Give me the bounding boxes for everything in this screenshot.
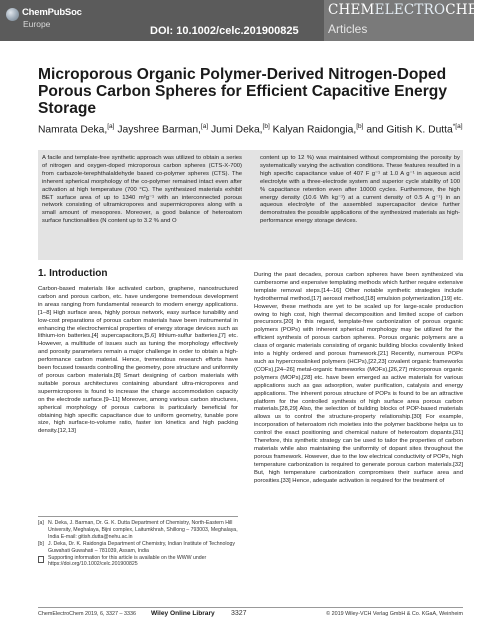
affiliation-divider (38, 516, 238, 517)
journal-suffix: CHEM (445, 2, 492, 18)
abstract-left-column: A facile and template-free synthetic approach was utilized to obtain a series of nitrogen and oxygen-doped microporous carbon spheres (CTS-X-700) from carbazole-terephthalaldehyde based co-polymer spheres (CTS). The inherent spherical morphology of the co-polymer remained intact even after activation at high temperature (700 °C). The synthesized materials exhibit BET surface area of up to 1340 m²g⁻¹ with an interconnected porous network consisting of ultramicropores and supermicropores along with a small amount of mesopores. Moreover, a good balance of heteroatom surface functionalities (N content up to 3.2 % and O (42, 155, 242, 225)
citation-info: ChemElectroChem 2019, 6, 3327 – 3336 (38, 611, 136, 617)
abstract-right-column: content up to 12 %) was maintained without compromising the porosity by systematically varying the activation conditions. These features resulted in a high specific capacitance value of 407 F g⁻¹ at 1.0 A g⁻¹ in aqueous acid electrolyte with a three-electrode system and superior cycle stability of 100 % capacitance retention even after 10000 cycles. Furthermore, the high energy density (10.6 Wh kg⁻¹) at a current density of 0.5 A g⁻¹) in an aqueous electrolyte of the assembled supercapacitor device further demonstrates the possible applications of the synthesized materials as high-performance energy storage devices. (260, 155, 460, 225)
page-footer (0, 603, 474, 629)
intro-right-column: During the past decades, porous carbon spheres have been synthesized via cumbersome and expensive templating methods which further require extensive template removal steps.[14–16] Other notable synthetic strategies include hydrothermal method,[17] aerosol method,[18] emulsion polymerization,[19] etc. However, these methods are yet to be scaled up for large-scale production owing to high cost, high thermal decomposition and limited scope of carbon precursors.[20] In this regard, template-free carbonization of porous organic polymers (POPs) with inherent spherical morphology may be utilized for the efficient synthesis of porous carbon spheres. Porous organic polymers are a class of organic materials consisting of organic building blocks covalently linked into a highly ordered and porous framework.[21] Recently, numerous POPs such as hypercrosslinked polymers (HCPs),[22,23] covalent organic frameworks (COFs),[24–26] metal-organic frameworks (MOFs),[26,27] microporous organic polymers (MOPs),[28] etc. have been emerged as active materials for various applications such as gas adsorption, water purification, catalysis and energy applications. The inherent porous structure of POPs is found to be an attractive platform for the controlled synthesis of high surface area porous carbon materials.[28,29] Also, the selection of building blocks of POP-based materials allows us to control the structure-property relationship.[30] For example, incorporation of heteroatom rich moieties into the polymer backbone helps us to control the exact positioning and chemical nature of heteroatom dopants.[31] Therefore, this synthetic strategy can be used to tailor the properties of carbon materials while also maintaining the uniformity of dopant sites throughout the porous framework. However, due to the low electrical conductivity of POPs, high temperature carbonization is required to generate porous carbon materials.[32] But, high temperature carbonization compromises their surface area and porosities.[33] Hence, adequate activation is required for the treatment of (254, 272, 463, 484)
author-name[interactable]: Jumi Deka, (211, 124, 263, 136)
section-label: Articles (328, 22, 368, 36)
copyright-notice: © 2019 Wiley-VCH Verlag GmbH & Co. KGaA, Weinheim (326, 611, 463, 617)
affiliation-b (38, 541, 238, 555)
journal-header (0, 0, 492, 41)
intro-left-column: Carbon-based materials like activated carbon, graphene, nanostructured carbon and porous carbon, etc. have undergone tremendous development in areas ranging from fundamental research to modern energy applications.[1–8] High surface area, highly porous network, easy surface tunability and low-cost preparations of porous carbon materials have been instrumental in enhancing the electrochemical properties of energy storage devices such as lithium-ion batteries,[4] supercapacitors,[5,6] lithium-sulfur batteries,[7] etc. However, a multitude of issues such as tuning the morphology effectively and porosity parameters remain a major challenge in order to obtain a high-performance carbon material. Hence, tremendous research efforts have been focused towards controlling the geometry, pore structure and uniformity of porous carbon materials.[8] Smart designing of carbon materials with suitable porous architectures containing abundant ultra-micropores and supermicropores is found to increase the charge accommodation capacity on the electrode surface.[9–11] Moreover, among various carbon structures, spherical morphology of porous carbons is particularly beneficial for obtaining high specific capacitance due to uniform geometry, tunable pore size, high surface-to-volume ratio, faster ion kinetics and high packing density.[12,13] (38, 286, 238, 435)
author-affiliation-mark: [a] (200, 123, 209, 130)
globe-icon (6, 8, 19, 21)
chempubsoc-logo[interactable] (6, 6, 82, 34)
abstract-box (38, 150, 463, 260)
author-affiliation-mark: [b] (262, 123, 270, 130)
doi-link[interactable]: DOI: 10.1002/celc.201900825 (150, 25, 299, 37)
journal-banner (324, 0, 492, 41)
supporting-info-note[interactable] (38, 555, 238, 569)
affiliation-tag: [a] (38, 520, 44, 526)
affiliation-a (38, 520, 238, 541)
wiley-online-library-link[interactable]: Wiley Online Library (151, 610, 215, 617)
publisher-region: Europe (23, 19, 51, 29)
publisher-name: ChemPubSoc (22, 7, 82, 18)
section-heading: 1. Introduction (38, 268, 108, 279)
author-name[interactable]: and Gitish K. Dutta (366, 124, 453, 136)
document-icon (38, 556, 44, 563)
affiliation-text: N. Deka, J. Barman, Dr. G. K. Dutta Department of Chemistry, North-Eastern Hill University, Meghalaya, Bijni complex, Laitumkhrah, Shillong – 793003, Meghalaya, India E-mail: gitish.dutta@nehu.ac.in (48, 520, 238, 540)
author-name[interactable]: Kalyan Raidongia, (272, 124, 357, 136)
journal-prefix: CHEM (328, 2, 375, 18)
page-number: 3327 (231, 610, 247, 617)
article-title: Microporous Organic Polymer-Derived Nitrogen-Doped Porous Carbon Spheres for Efficient Capacitive Energy Storage (38, 66, 448, 117)
author-affiliation-mark: *[a] (452, 123, 463, 130)
journal-middle: ELECTRO (374, 2, 446, 18)
author-affiliation-mark: [a] (107, 123, 115, 130)
author-name[interactable]: Jayshree Barman, (117, 124, 201, 136)
author-list (38, 123, 463, 136)
affiliation-text: J. Deka, Dr. K. Raidongia Department of Chemistry, Indian Institute of Technology Guwahati Guwahati – 781039, Assam, India (48, 540, 235, 554)
author-name[interactable]: Namrata Deka, (38, 124, 108, 136)
affiliation-tag: [b] (38, 540, 44, 547)
journal-name (328, 2, 492, 18)
author-affiliation-mark: [b] (356, 123, 364, 130)
affiliations (38, 520, 238, 568)
footer-divider (38, 607, 463, 608)
supporting-info-text[interactable]: Supporting information for this article is available on the WWW under https://doi.org/10.1002/celc.201900825 (48, 554, 207, 568)
